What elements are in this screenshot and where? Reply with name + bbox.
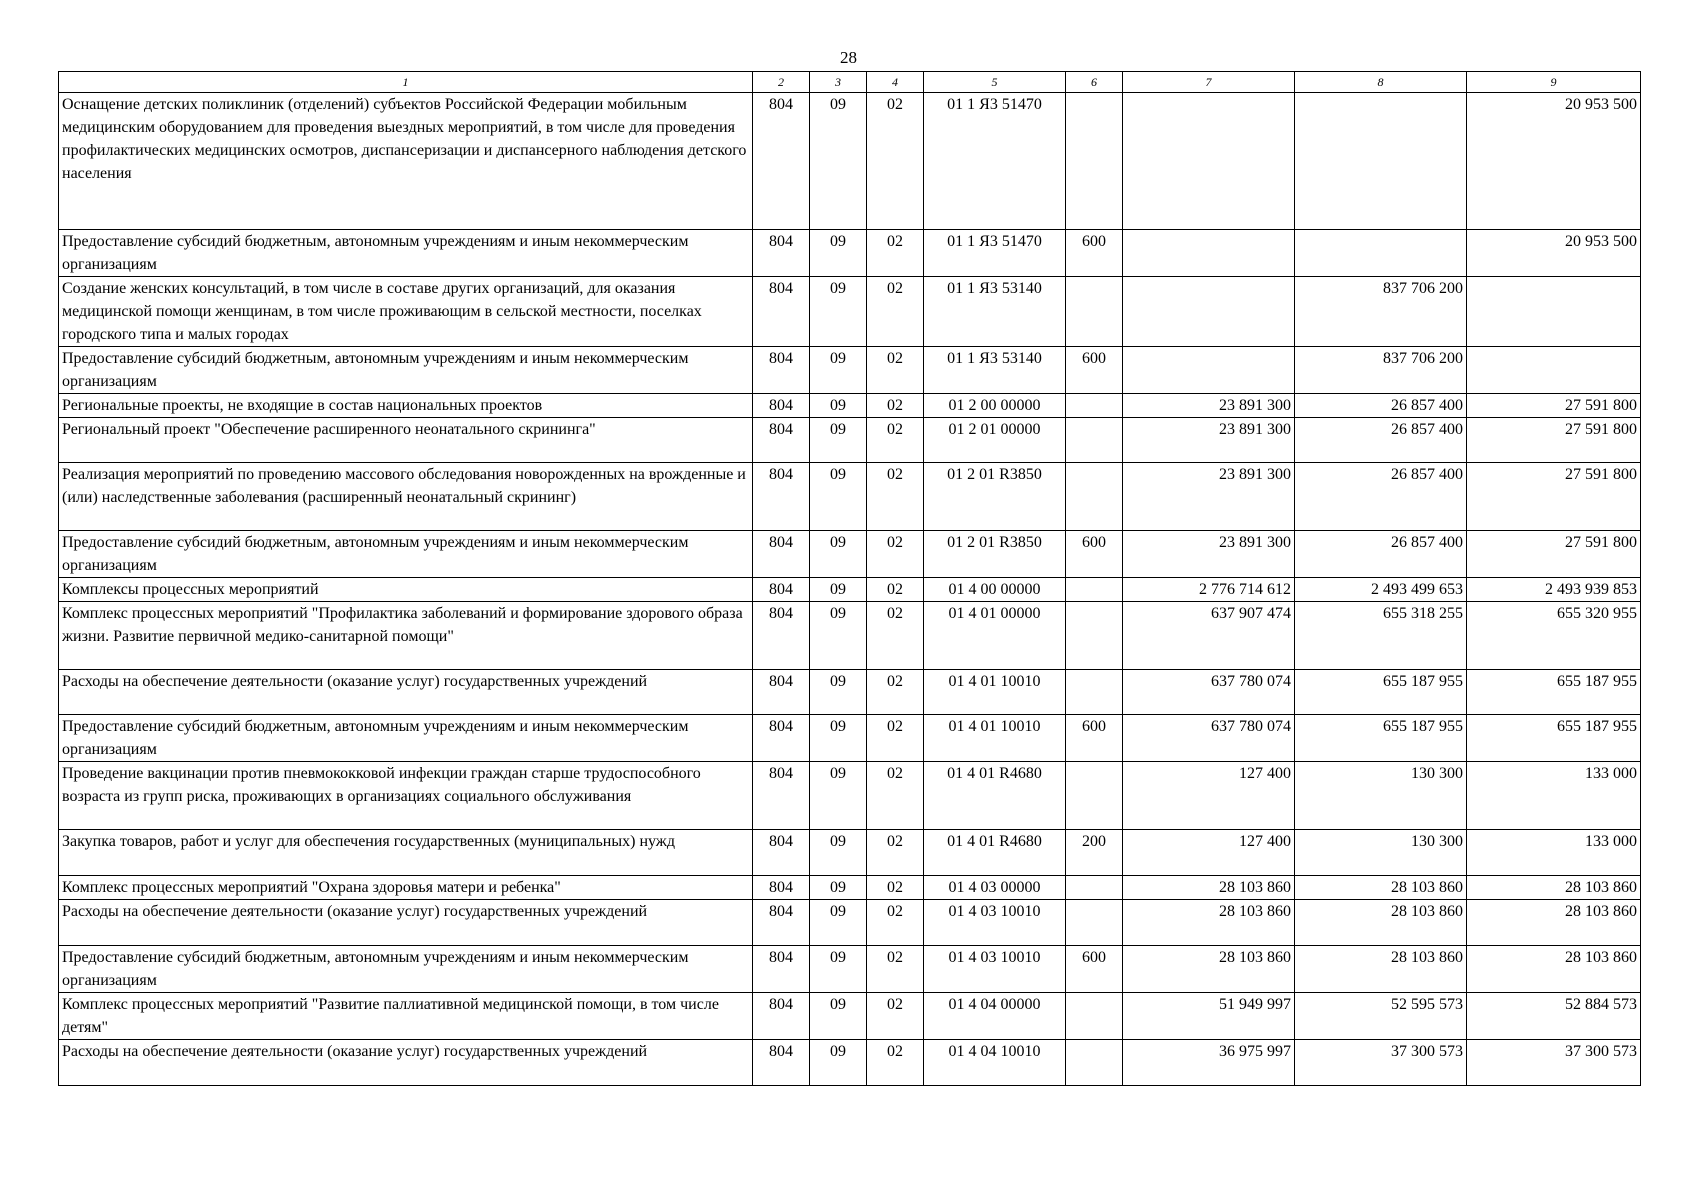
expense-type-cell (1066, 578, 1123, 602)
section-code-cell: 09 (810, 1040, 867, 1086)
item-name-cell: Предоставление субсидий бюджетным, автономным учреждениям и иным некоммерческим организациям (59, 230, 753, 277)
table-row (59, 93, 1641, 230)
amount-col7-cell: 23 891 300 (1123, 394, 1295, 418)
section-code-cell: 09 (810, 394, 867, 418)
amount-col7-cell: 28 103 860 (1123, 900, 1295, 946)
ministry-code-cell: 804 (753, 900, 810, 946)
expense-type-cell (1066, 993, 1123, 1040)
subsection-code-cell: 02 (867, 670, 924, 715)
amount-col9-cell: 28 103 860 (1467, 946, 1641, 993)
expense-type-cell (1066, 394, 1123, 418)
expense-type-cell (1066, 277, 1123, 347)
target-article-cell: 01 4 01 10010 (924, 715, 1066, 762)
subsection-code-cell: 02 (867, 762, 924, 830)
target-article-cell: 01 4 01 10010 (924, 670, 1066, 715)
table-row (59, 762, 1641, 830)
subsection-code-cell: 02 (867, 1040, 924, 1086)
table-row (59, 670, 1641, 715)
item-name-cell: Проведение вакцинации против пневмококковой инфекции граждан старше трудоспособного возраста из групп риска, проживающих в организациях социального обслуживания (59, 762, 753, 830)
expense-type-cell (1066, 900, 1123, 946)
target-article-cell: 01 4 04 00000 (924, 993, 1066, 1040)
page-number: 28 (840, 48, 857, 67)
amount-col9-cell: 27 591 800 (1467, 394, 1641, 418)
amount-col8-cell: 26 857 400 (1295, 394, 1467, 418)
subsection-code-cell: 02 (867, 418, 924, 463)
item-name-cell: Предоставление субсидий бюджетным, автономным учреждениям и иным некоммерческим организациям (59, 715, 753, 762)
item-name-cell: Комплекс процессных мероприятий "Профилактика заболеваний и формирование здорового образа жизни. Развитие первичной медико-санитарной помощи" (59, 602, 753, 670)
amount-col8-cell: 28 103 860 (1295, 876, 1467, 900)
amount-col9-cell: 655 187 955 (1467, 670, 1641, 715)
target-article-cell: 01 2 01 R3850 (924, 463, 1066, 531)
expense-type-cell (1066, 463, 1123, 531)
amount-col9-cell: 28 103 860 (1467, 876, 1641, 900)
ministry-code-cell: 804 (753, 993, 810, 1040)
column-header: 4 (867, 72, 924, 93)
item-name-cell: Расходы на обеспечение деятельности (оказание услуг) государственных учреждений (59, 1040, 753, 1086)
section-code-cell: 09 (810, 876, 867, 900)
amount-col7-cell: 51 949 997 (1123, 993, 1295, 1040)
column-header: 1 (59, 72, 753, 93)
target-article-cell: 01 4 01 R4680 (924, 762, 1066, 830)
amount-col9-cell: 27 591 800 (1467, 531, 1641, 578)
section-code-cell: 09 (810, 578, 867, 602)
item-name-cell: Создание женских консультаций, в том числе в составе других организаций, для оказания медицинской помощи женщинам, в том числе проживающим в сельской местности, поселках городского типа и малых городах (59, 277, 753, 347)
ministry-code-cell: 804 (753, 418, 810, 463)
expense-type-cell: 600 (1066, 347, 1123, 394)
target-article-cell: 01 2 01 R3850 (924, 531, 1066, 578)
table-row (59, 463, 1641, 531)
subsection-code-cell: 02 (867, 578, 924, 602)
ministry-code-cell: 804 (753, 230, 810, 277)
amount-col8-cell: 2 493 499 653 (1295, 578, 1467, 602)
item-name-cell: Региональные проекты, не входящие в состав национальных проектов (59, 394, 753, 418)
ministry-code-cell: 804 (753, 1040, 810, 1086)
amount-col8-cell: 26 857 400 (1295, 418, 1467, 463)
amount-col7-cell (1123, 230, 1295, 277)
target-article-cell: 01 4 03 00000 (924, 876, 1066, 900)
amount-col9-cell (1467, 277, 1641, 347)
item-name-cell: Комплекс процессных мероприятий "Развитие паллиативной медицинской помощи, в том числе детям" (59, 993, 753, 1040)
section-code-cell: 09 (810, 602, 867, 670)
amount-col9-cell: 655 187 955 (1467, 715, 1641, 762)
amount-col7-cell: 637 907 474 (1123, 602, 1295, 670)
table-row (59, 602, 1641, 670)
amount-col8-cell: 837 706 200 (1295, 347, 1467, 394)
ministry-code-cell: 804 (753, 762, 810, 830)
table-row (59, 578, 1641, 602)
ministry-code-cell: 804 (753, 531, 810, 578)
amount-col8-cell: 655 318 255 (1295, 602, 1467, 670)
section-code-cell: 09 (810, 946, 867, 993)
amount-col9-cell (1467, 347, 1641, 394)
amount-col7-cell: 637 780 074 (1123, 670, 1295, 715)
amount-col9-cell: 2 493 939 853 (1467, 578, 1641, 602)
expense-type-cell: 600 (1066, 531, 1123, 578)
target-article-cell: 01 4 01 00000 (924, 602, 1066, 670)
section-code-cell: 09 (810, 93, 867, 230)
amount-col9-cell: 655 320 955 (1467, 602, 1641, 670)
table-row (59, 347, 1641, 394)
item-name-cell: Расходы на обеспечение деятельности (оказание услуг) государственных учреждений (59, 900, 753, 946)
expense-type-cell (1066, 93, 1123, 230)
column-header: 9 (1467, 72, 1641, 93)
amount-col7-cell: 36 975 997 (1123, 1040, 1295, 1086)
expense-type-cell (1066, 418, 1123, 463)
expense-type-cell: 200 (1066, 830, 1123, 876)
table-row (59, 394, 1641, 418)
amount-col7-cell: 23 891 300 (1123, 418, 1295, 463)
amount-col9-cell: 133 000 (1467, 762, 1641, 830)
section-code-cell: 09 (810, 993, 867, 1040)
amount-col8-cell: 130 300 (1295, 830, 1467, 876)
section-code-cell: 09 (810, 900, 867, 946)
target-article-cell: 01 4 01 R4680 (924, 830, 1066, 876)
amount-col7-cell (1123, 347, 1295, 394)
amount-col8-cell: 28 103 860 (1295, 900, 1467, 946)
target-article-cell: 01 1 Я3 51470 (924, 230, 1066, 277)
target-article-cell: 01 2 01 00000 (924, 418, 1066, 463)
section-code-cell: 09 (810, 463, 867, 531)
item-name-cell: Комплексы процессных мероприятий (59, 578, 753, 602)
section-code-cell: 09 (810, 670, 867, 715)
table-row (59, 531, 1641, 578)
amount-col7-cell: 23 891 300 (1123, 531, 1295, 578)
amount-col7-cell: 637 780 074 (1123, 715, 1295, 762)
column-header: 2 (753, 72, 810, 93)
item-name-cell: Предоставление субсидий бюджетным, автономным учреждениям и иным некоммерческим организациям (59, 946, 753, 993)
ministry-code-cell: 804 (753, 93, 810, 230)
ministry-code-cell: 804 (753, 830, 810, 876)
table-row (59, 830, 1641, 876)
ministry-code-cell: 804 (753, 670, 810, 715)
expense-type-cell (1066, 602, 1123, 670)
subsection-code-cell: 02 (867, 463, 924, 531)
amount-col8-cell (1295, 230, 1467, 277)
table-row (59, 277, 1641, 347)
subsection-code-cell: 02 (867, 876, 924, 900)
amount-col7-cell (1123, 277, 1295, 347)
amount-col8-cell: 130 300 (1295, 762, 1467, 830)
expense-type-cell: 600 (1066, 230, 1123, 277)
amount-col7-cell: 127 400 (1123, 830, 1295, 876)
column-header: 3 (810, 72, 867, 93)
section-code-cell: 09 (810, 715, 867, 762)
item-name-cell: Закупка товаров, работ и услуг для обеспечения государственных (муниципальных) нужд (59, 830, 753, 876)
amount-col9-cell: 133 000 (1467, 830, 1641, 876)
column-header: 8 (1295, 72, 1467, 93)
amount-col8-cell: 655 187 955 (1295, 715, 1467, 762)
expense-type-cell (1066, 876, 1123, 900)
expense-type-cell: 600 (1066, 946, 1123, 993)
subsection-code-cell: 02 (867, 993, 924, 1040)
section-code-cell: 09 (810, 418, 867, 463)
column-header: 6 (1066, 72, 1123, 93)
item-name-cell: Оснащение детских поликлиник (отделений) субъектов Российской Федерации мобильным медицинским оборудованием для проведения выездных мероприятий, в том числе для проведения профилактических медицинских осмотров, диспансеризации и диспансерного наблюдения детского населения (59, 93, 753, 230)
amount-col7-cell: 28 103 860 (1123, 946, 1295, 993)
target-article-cell: 01 4 04 10010 (924, 1040, 1066, 1086)
subsection-code-cell: 02 (867, 946, 924, 993)
amount-col8-cell: 37 300 573 (1295, 1040, 1467, 1086)
section-code-cell: 09 (810, 347, 867, 394)
subsection-code-cell: 02 (867, 900, 924, 946)
expense-type-cell (1066, 670, 1123, 715)
ministry-code-cell: 804 (753, 394, 810, 418)
table-row (59, 418, 1641, 463)
ministry-code-cell: 804 (753, 347, 810, 394)
item-name-cell: Предоставление субсидий бюджетным, автономным учреждениям и иным некоммерческим организациям (59, 347, 753, 394)
item-name-cell: Расходы на обеспечение деятельности (оказание услуг) государственных учреждений (59, 670, 753, 715)
amount-col8-cell: 26 857 400 (1295, 463, 1467, 531)
column-header: 5 (924, 72, 1066, 93)
target-article-cell: 01 1 Я3 53140 (924, 277, 1066, 347)
subsection-code-cell: 02 (867, 602, 924, 670)
amount-col8-cell (1295, 93, 1467, 230)
ministry-code-cell: 804 (753, 277, 810, 347)
column-numbers-row (59, 72, 1641, 93)
target-article-cell: 01 4 03 10010 (924, 946, 1066, 993)
section-code-cell: 09 (810, 830, 867, 876)
table-row (59, 230, 1641, 277)
amount-col7-cell (1123, 93, 1295, 230)
amount-col7-cell: 23 891 300 (1123, 463, 1295, 531)
expense-type-cell (1066, 1040, 1123, 1086)
amount-col8-cell: 52 595 573 (1295, 993, 1467, 1040)
item-name-cell: Региональный проект "Обеспечение расширенного неонатального скрининга" (59, 418, 753, 463)
amount-col7-cell: 28 103 860 (1123, 876, 1295, 900)
target-article-cell: 01 2 00 00000 (924, 394, 1066, 418)
amount-col9-cell: 52 884 573 (1467, 993, 1641, 1040)
subsection-code-cell: 02 (867, 347, 924, 394)
item-name-cell: Комплекс процессных мероприятий "Охрана здоровья матери и ребенка" (59, 876, 753, 900)
section-code-cell: 09 (810, 230, 867, 277)
section-code-cell: 09 (810, 531, 867, 578)
amount-col8-cell: 28 103 860 (1295, 946, 1467, 993)
expense-type-cell: 600 (1066, 715, 1123, 762)
target-article-cell: 01 1 Я3 53140 (924, 347, 1066, 394)
amount-col7-cell: 2 776 714 612 (1123, 578, 1295, 602)
amount-col9-cell: 28 103 860 (1467, 900, 1641, 946)
column-header: 7 (1123, 72, 1295, 93)
target-article-cell: 01 4 00 00000 (924, 578, 1066, 602)
table-row (59, 993, 1641, 1040)
ministry-code-cell: 804 (753, 876, 810, 900)
target-article-cell: 01 4 03 10010 (924, 900, 1066, 946)
subsection-code-cell: 02 (867, 394, 924, 418)
table-row (59, 876, 1641, 900)
target-article-cell: 01 1 Я3 51470 (924, 93, 1066, 230)
amount-col9-cell: 27 591 800 (1467, 418, 1641, 463)
ministry-code-cell: 804 (753, 578, 810, 602)
section-code-cell: 09 (810, 277, 867, 347)
ministry-code-cell: 804 (753, 946, 810, 993)
amount-col9-cell: 20 953 500 (1467, 230, 1641, 277)
ministry-code-cell: 804 (753, 602, 810, 670)
subsection-code-cell: 02 (867, 830, 924, 876)
subsection-code-cell: 02 (867, 715, 924, 762)
table-row (59, 715, 1641, 762)
subsection-code-cell: 02 (867, 230, 924, 277)
amount-col9-cell: 20 953 500 (1467, 93, 1641, 230)
subsection-code-cell: 02 (867, 277, 924, 347)
amount-col9-cell: 27 591 800 (1467, 463, 1641, 531)
ministry-code-cell: 804 (753, 463, 810, 531)
subsection-code-cell: 02 (867, 531, 924, 578)
ministry-code-cell: 804 (753, 715, 810, 762)
budget-table (58, 71, 1641, 1086)
amount-col7-cell: 127 400 (1123, 762, 1295, 830)
table-row (59, 1040, 1641, 1086)
expense-type-cell (1066, 762, 1123, 830)
subsection-code-cell: 02 (867, 93, 924, 230)
section-code-cell: 09 (810, 762, 867, 830)
table-row (59, 946, 1641, 993)
item-name-cell: Реализация мероприятий по проведению массового обследования новорожденных на врожденные и (или) наследственные заболевания (расширенный неонатальный скрининг) (59, 463, 753, 531)
amount-col8-cell: 26 857 400 (1295, 531, 1467, 578)
amount-col9-cell: 37 300 573 (1467, 1040, 1641, 1086)
amount-col8-cell: 837 706 200 (1295, 277, 1467, 347)
amount-col8-cell: 655 187 955 (1295, 670, 1467, 715)
item-name-cell: Предоставление субсидий бюджетным, автономным учреждениям и иным некоммерческим организациям (59, 531, 753, 578)
table-row (59, 900, 1641, 946)
